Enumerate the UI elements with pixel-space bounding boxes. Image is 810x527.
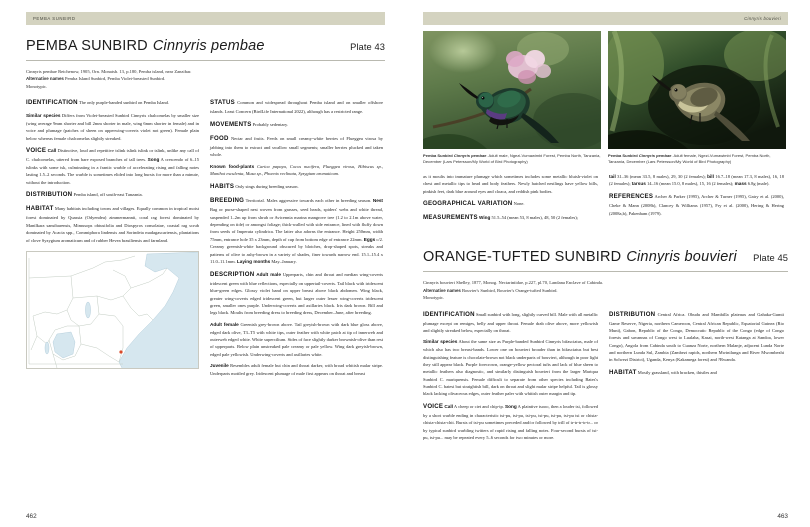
caption-female-scientific: Cinnyris pembae [638,152,672,158]
adult-female-section [210,321,383,358]
breeding-section [210,196,383,266]
photo-male-illustration [423,31,601,149]
references-section [609,192,784,217]
alt-names-text: Pemba Island Sunbird, Pemba Violet-breasted Sunbird. [64,76,166,82]
running-head-left [26,12,385,25]
nest-text: Bag or purse-shaped nest woven from grasses, seed heads, spiders' webs and white thread, suspended 1–2m up from shrub or Avicennia marina mangrove tree (1.2 to 2.1m above water, depending on tide) or amongst foliage; thick-walled with side entrance, lined with fluffy down from seeds of Imperata cylindrica. The latter also adorns the entrance. Height 250mm, width 75mm, entrance hole 35 x 23mm, depth of cup from bottom edge of entrance 22mm. [210,207,383,242]
identification-text-2: Small sunbird with long, slightly curved bill. Male with all metallic plumage except on remiges, belly and upper throat. Female drab olive above, more yellowish and slightly streaked below, especially on throat. [423,311,598,333]
distribution-text: Pemba island, off south-east Tanzania. [73,192,143,198]
measurements-mass-value: 6.8g (male). [747,181,770,187]
voice-heading-2: VOICE [423,402,444,410]
measurements-wing-label: Wing [478,215,491,221]
citation-block [26,68,385,90]
juvenile-label: Juvenile [210,363,229,369]
geographical-variation-heading: GEOGRAPHICAL VARIATION [423,200,513,208]
photo-pemba-sunbird-male [423,31,601,149]
page-title [26,38,265,54]
references-heading: REFERENCES [609,193,654,201]
measurements-tail-label: tail [609,173,616,179]
photo-caption-male [423,153,601,165]
running-head-left-text: PEMBA SUNBIRD [33,16,76,21]
photo-female-illustration [608,31,786,149]
voice-song-text-2: A plaintive tsooo, then a louder tsi, followed by a short warble ending in characteristic tsi-pu, tsi-pu, tsi-pu, tsi-pu, tsi-pu, tsi-pu tsi or chista-chista-chista-chit. Bursts of tsi-pu sometimes preceded and/or followed by trill of tr-tr-tr-tr-tr... or by typical sunbird warbling twitters of rapid rising and falling notes. Four-second bursts of tsi-pu, tsi-pu... may be repeated every 5–6 seconds for two minutes or more. [423,403,599,441]
caption-female-details: . Adult female, Ngezi-Vumawimbi Forest, Pemba North, Tanzania, December (Lars Petersson/My World of Bird Photography) [608,152,771,164]
food-plants-section [210,163,383,178]
species2-common-name: ORANGE-TUFTED SUNBIRD [423,249,622,266]
eggs-text: c/2. Creamy greenish-white background obscured by blotches, drop-shaped spots, streaks and patterns of olive to ashy-brown in a variety of shades, finer towards narrow end. 15.1–15.4 x 11.0–11.1mm. [210,236,384,265]
species2-scientific-name: Cinnyris bouvieri [626,249,737,266]
movements-text: Probably sedentary. [252,121,289,127]
juvenile-section [210,362,383,377]
caption-female-common: Pemba Sunbird [608,152,638,158]
citation-text: Cinnyris pembae Reichenow, 1905, Orn. Monatsb. 13, p.180, Pemba island, near Zanzibar. [26,69,192,74]
distribution-heading: DISTRIBUTION [26,191,73,199]
measurements-mass-label: mass [734,181,747,187]
column-right-4 [609,310,784,446]
map-range-marker [119,350,122,353]
adult-male-label: Adult male [256,271,281,277]
identification-section-2 [423,310,598,335]
photo-block-male [423,31,601,165]
habitat-section [26,204,199,243]
habits-text: Only sings during breeding season. [235,183,299,189]
voice-section-2 [423,402,598,441]
juvenile-continued-section [423,173,598,195]
habitat-text: Many habitats including towns and villages. Equally common in tropical moist forest dominated by Quassia (Odyendea) zimmermannii, coral rag forest dominated by Manilkara sansibarensis, Mimusops obtusifolia and Diospyros consolatae, coastal rag scrub dominated by Acacia spp., Commiphora lindensis and Sorindeia madagascariensis, plantations of clove Syzygium aromaticum and of rubber Hevea brasiliensis and farmland. [26,206,200,243]
column-left-2 [210,98,383,382]
running-head-right [423,12,788,25]
laying-months-label: Laying months [236,259,271,265]
measurements-tarsus-value: 14–16 (mean 15.0, 8 males), 15, 16 (2 females); [646,181,734,187]
body-columns-right-top [423,173,788,228]
page-title-2 [423,249,737,265]
measurements-bill-label: bill [707,173,714,179]
breeding-heading: BREEDING [210,197,245,205]
species2-title-row [423,249,788,265]
laying-months-text: May–January. [271,259,297,265]
alt-names-label-2: Alternative names [423,287,461,293]
measurements-section [423,213,598,223]
status-heading: STATUS [210,99,235,107]
voice-call-text-2: A cheep or ciet and chip-ip. [453,403,504,409]
alt-names-text-2: Bouvier's Sunbird, Bouvier's Orange-tufted Sunbird. [461,287,558,293]
food-plants-text: Carica papaya, Cocos nucifera, Flueggea virosa, Hibiscus sp., Manihot esculenta, Musa sp., Phoenix reclinata, Syzygium aromaticum. [210,163,383,177]
nest-label: Nest [372,198,383,204]
map-svg [27,252,199,369]
folio-right: 463 [777,513,788,520]
similar-species-section-2 [423,338,598,397]
identification-heading-2: IDENTIFICATION [423,310,475,318]
distribution-heading-2: DISTRIBUTION [609,310,656,318]
food-text: Nectar and fruits. Feeds on small creamy-white berries of Flueggea virosa by jabbing into them to extract and swallow small segments; smaller berries plucked and taken whole. [210,135,383,158]
column-left-1 [26,98,199,382]
similar-species-text: Differs from Violet-breasted Sunbird Cinnyris chalcomelas by smaller size (wing average 9mm shorter and bill 2mm shorter in male, wing 6mm shorter in female) and in voice and plumage (patches of sheen on upperwing-coverts violet not green). Female plain below whereas female chalcomelas slightly streaked. [26,113,200,141]
status-section [210,98,383,115]
juvenile-continued-text: as it moults into immature plumage which sometimes includes some metallic bluish-violet on chest and metallic tips to head and body feathers. Newly hatched nestlings have yellow bills, pinkish feet, dark blue around eyes and cloaca, and reddish pink bodies. [423,173,598,194]
measurements-heading: MEASUREMENTS [423,214,478,222]
voice-song-text: A crescendo of 6–15 tslinks with some tsk, culminating in a frantic warble of accelerating rising and falling notes lasting 1.5–2 seconds. The warble is sometimes elided into long bursts for more than a minute, without the introduction. [26,157,199,185]
description-section [210,270,383,317]
distribution-section-2 [609,310,784,364]
measurements-bill-value: 16.7–18 (mean 17.3, 8 males), 16, 18 (2 females); [609,173,784,187]
caption-male-scientific: Cinnyris pembae [453,152,487,158]
column-right-2 [609,173,784,228]
caption-male-common: Pemba Sunbird [423,152,453,158]
similar-species-text-2: About the same size as Purple-banded Sunbird Cinnyris bifasciatus, male of which also has two breast-bands. Lower one on bouvieri broader than in bifasciatus but best distinguishing feature is chocolate-brown not black underparts of bouvieri, although in poor light they still appear black. Purple forecrown, orange-yellow pectoral tufts and lack of blue sheen to metallic feathers also diagnostic, and similarly distinguish bouvieri from the larger Mariqua Sunbird C. mariquensis. Female difficult to separate from other species including Bates's Sunbird C. batesi but straightish bill, dark on throat and slight malar stripe helpful. Tail is glossy black lacking olivaceous edges, outer feather paler with whitish outer margin and tip. [423,339,598,397]
body-columns-right-bottom [423,310,788,446]
photo-row [423,31,788,165]
title-rule [26,60,385,61]
voice-song-label: Song [147,157,160,163]
distribution-section [26,190,199,200]
food-heading: FOOD [210,134,229,142]
adult-female-text: Greenish grey-brown above. Tail greyish-brown with dark blue gloss above, edged dark olive, T3–T5 with white tips, outer feather with white patch at tip of innerweb and outerweb edged white. White supercilium. Sides of face slightly darker brownish-olive than rest of upperparts. Below plain unstreaked pale creamy or pale yellow. Wing dark greyish-brown, edged pale yellowish. Underwing-coverts and axillaries white. [210,322,383,357]
photo-block-female [608,31,786,165]
species-title-row [26,38,385,54]
citation-block-2 [423,279,788,301]
status-text: Common and widespread throughout Pemba island and on smaller offshore islands. Least Concern (BirdLife International 2022), although has a restricted range. [210,100,383,115]
geographical-variation-section [423,199,598,209]
voice-song-label-2: Song [505,403,517,409]
page-right [405,0,810,527]
plate-reference: Plate 43 [350,42,385,52]
folio-left: 462 [26,513,37,520]
similar-species-heading-2: Similar species [423,339,458,345]
measurements-tail-value: 31–36 (mean 33.5, 8 males), 29, 30 (2 females); [617,173,706,179]
voice-call-label: Call [47,148,57,154]
habits-heading: HABITS [210,182,235,190]
identification-heading: IDENTIFICATION [26,99,78,107]
species-common-name: PEMBA SUNBIRD [26,38,148,54]
identification-text: The only purple-banded sunbird on Pemba Island. [78,100,169,106]
measurements-wing-value: 51.5–54 (mean 53, 8 males), 48, 50 (2 females); [491,215,578,221]
movements-section [210,120,383,130]
body-columns-left [26,98,385,382]
alt-names-label: Alternative names [26,76,64,82]
similar-species-section [26,112,199,142]
running-head-right-text: Cinnyris bouvieri [744,16,781,21]
references-text: Archer & Parker (1995), Archer & Turner (1995), Gatry et al. (2000), Cheke & Mann (2008b), Clancey & Williams (1957), Fry et al. (2000), Hering & Hering (2008a,b), Pakenham (1979). [609,194,784,216]
breeding-text: Territorial. Males aggressive towards each other in breeding season. [245,198,372,204]
plate-reference-2: Plate 45 [753,253,788,264]
juvenile-text: Resembles adult female but chin and throat darker, with broad whitish malar stripe. Underparts mottled grey. Iridescent plumage of male first appears on throat and breast [210,363,384,377]
habits-section [210,182,383,192]
description-heading: DESCRIPTION [210,270,255,278]
voice-call-label-2: Call [444,403,453,409]
food-section [210,134,383,159]
habitat-text-2: Mostly grassland, with bracken, thistles and [637,369,717,375]
caption-male-details: . Adult male, Ngezi-Vumawimbi Forest, Pemba North, Tanzania, December (Lars Petersson/My World of Bird Photography) [423,152,601,164]
photo-caption-female [608,153,786,165]
measurements-tarsus-label: tarsus [631,181,646,187]
adult-female-label: Adult female [210,322,239,328]
citation-text-2: Cinnyris bouvieri Shelley, 1877, Monog. Nectariniidae, p.227, pl.70, Landana Enclave of Cabinda. [423,280,604,286]
photo-pemba-sunbird-female [608,31,786,149]
eggs-label: Eggs [363,236,376,242]
column-right-1 [423,173,598,228]
voice-section [26,146,199,186]
measurements-continued-section [609,173,784,188]
taxonomy-text-2: Monotypic. [423,295,445,301]
similar-species-heading: Similar species [26,113,61,119]
movements-heading: MOVEMENTS [210,120,252,128]
distribution-text-2: Central Africa. Obudu and Mambilla plateaux and Gahaka-Gumti Game Reserve, Nigeria, northern Cameroon, Central African Republic, Equatorial Guinea (Rio Muni), Gabon, Republic of the Congo, Democratic Republic of the Congo (edge of Congo forests and savannas of Congo west to Lualaba, Kasai, north-west Katanga at Sandoa, lower Congo), Angola from Cabinda south to Cuanza Norte, northern Malanje, adjacent Lunda Norte and northern Lunda Sul, Zambia (Zambezi rapids, northern Mwinilunga and River Mwombezhi in Solwezi District), Uganda, Kenya (Kakamega forest) and ?Rwanda. [609,311,785,363]
adult-male-text: Upperparts, chin and throat and median wing-coverts iridescent green with blue reflections, especially on uppertail-coverts. Tail black with iridescent blue-green edges. Glossy violet band on upper breast above black abdomen. Wing black, greater wing-coverts edged iridescent green, but larger outer lesser wing-coverts iridescent green, smaller ones purple. Underwing-coverts and axillaries black. Iris dark brown. Bill and legs black. Moults from breeding dress to breeding dress, December–June, after breeding. [210,271,384,316]
habitat-heading: HABITAT [26,205,54,213]
voice-call-text: Distinctive, loud and repetitive tslink tslink tslink or tslink, unlike any call of C. chalcomelas, uttered from bare exposed branches of tall trees. [26,148,200,163]
habitat-heading-2: HABITAT [609,368,637,376]
voice-heading: VOICE [26,147,47,155]
identification-section [26,98,199,108]
taxonomy-text: Monotypic. [26,83,48,89]
column-right-3 [423,310,598,446]
distribution-map [26,251,199,369]
title-rule-2 [423,271,788,272]
geographical-variation-text: None. [513,201,525,207]
species-scientific-name: Cinnyris pembae [152,38,265,54]
habitat-section-2 [609,368,784,378]
food-plants-label: Known food-plants [210,163,255,169]
